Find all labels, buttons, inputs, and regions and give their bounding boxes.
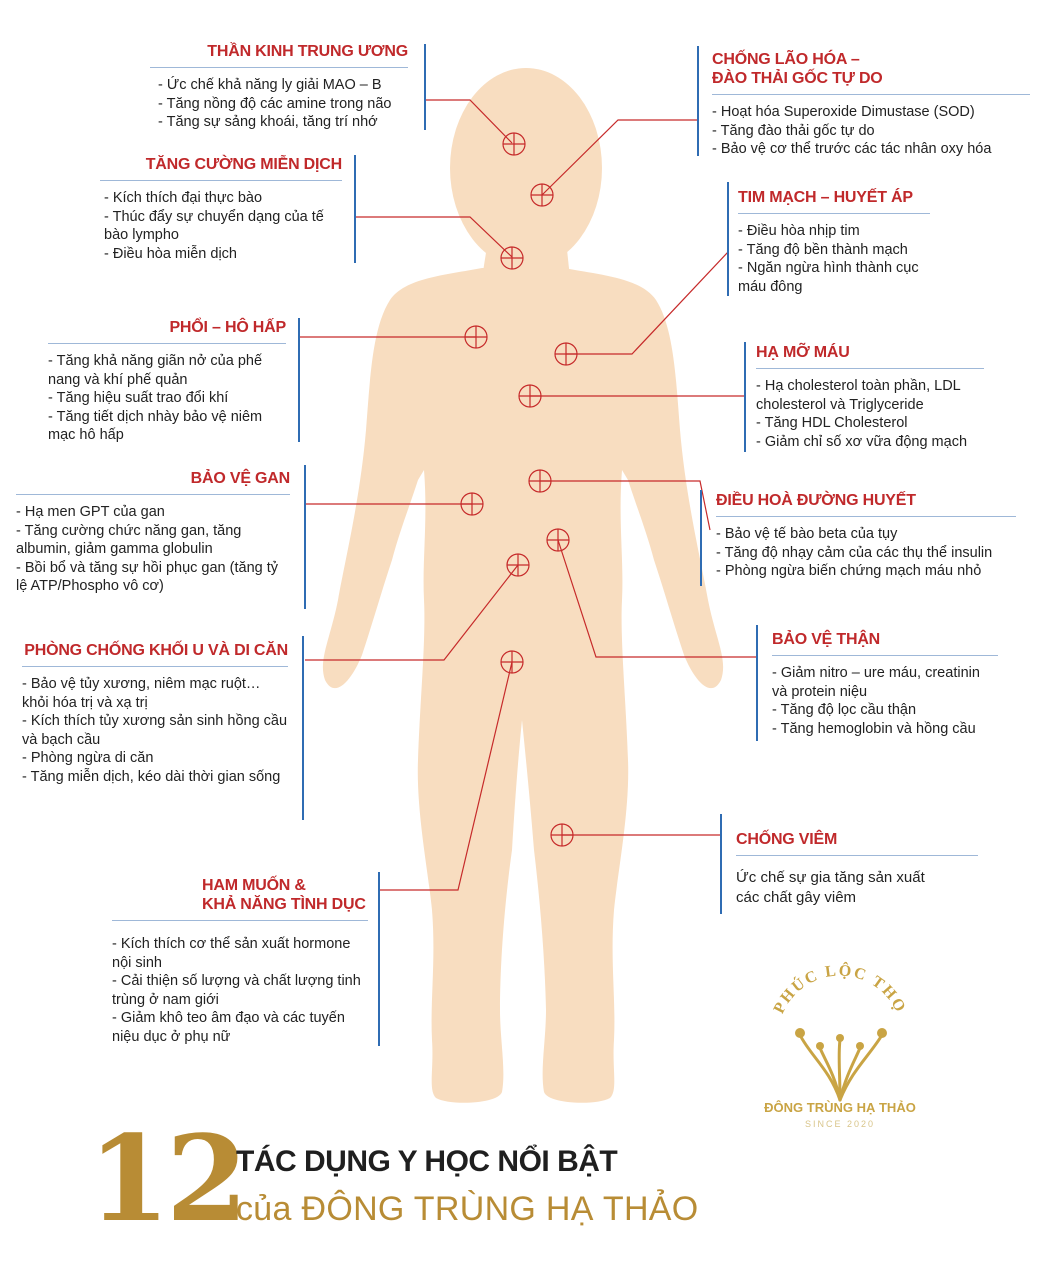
section-tim-mach — [738, 188, 930, 296]
divider-duong-huyet — [700, 490, 702, 586]
section-title-line1: CHỐNG LÃO HÓA – — [712, 51, 860, 68]
section-title: BẢO VỆ THẬN — [772, 631, 881, 648]
footer-title-line2: của ĐÔNG TRÙNG HẠ THẢO — [236, 1190, 699, 1228]
list-item: - Tăng đào thải gốc tự do — [712, 122, 875, 139]
title-rule — [738, 213, 930, 214]
marker-brain — [503, 133, 525, 155]
divider-than-kinh — [424, 44, 426, 130]
section-title: BẢO VỆ GAN — [190, 470, 290, 487]
marker-kidney — [547, 529, 569, 551]
list-item: - Cải thiện số lượng và chất lượng tinh trùng ở nam giới — [112, 973, 361, 1008]
list-item: - Kích thích đại thực bào — [104, 190, 263, 206]
title-rule — [756, 368, 984, 369]
section-khoi-u — [22, 641, 288, 786]
section-than-kinh — [150, 42, 408, 132]
list-item: - Tăng khả năng giãn nở của phế nang và khí phế quản — [48, 353, 263, 388]
list-item: - Phòng ngừa di căn — [22, 750, 154, 766]
list-item: - Giảm nitro – ure máu, creatinin và protein niệu — [772, 665, 980, 700]
list-item: - Tăng hiệu suất trao đổi khí — [48, 390, 229, 406]
section-mien-dich — [100, 155, 342, 263]
list-item: - Tăng độ lọc cầu thận — [772, 702, 917, 718]
marker-throat — [531, 184, 553, 206]
section-title: PHÒNG CHỐNG KHỐI U VÀ DI CĂN — [24, 642, 288, 659]
section-mo-mau — [756, 343, 984, 451]
title-rule — [22, 666, 288, 667]
divider-phoi — [298, 318, 300, 442]
list-item: - Kích thích cơ thể sản xuất hormone nội sinh — [112, 936, 351, 971]
list-item: - Giảm khô teo âm đạo và các tuyến niệu dục ở phụ nữ — [112, 1010, 345, 1045]
list-item: - Tăng hemoglobin và hồng cầu — [772, 720, 976, 737]
list-item: - Ức chế khả năng ly giải MAO – B — [158, 77, 382, 93]
section-ham-muon — [112, 876, 368, 1046]
list-item: - Phòng ngừa biến chứng mạch máu nhỏ — [716, 563, 982, 579]
title-rule — [112, 920, 368, 921]
footer-number: 12 — [88, 1109, 245, 1248]
section-title: ĐIỀU HOÀ ĐƯỜNG HUYẾT — [716, 492, 916, 509]
divider-mo-mau — [744, 342, 746, 452]
list-item: - Hạ cholesterol toàn phần, LDL cholesterol và Triglyceride — [756, 378, 961, 413]
marker-blood — [519, 385, 541, 407]
section-chong-viem — [736, 830, 978, 908]
list-item: - Bồi bổ và tăng sự hồi phục gan (tăng tỷ lệ ATP/Phospho vô cơ) — [16, 559, 279, 594]
marker-liver — [461, 493, 483, 515]
list-item: - Tăng độ bền thành mạch — [738, 241, 908, 258]
list-item: - Thúc đẩy sự chuyển dạng của tế bào lympho — [104, 208, 324, 243]
list-item: - Điều hòa nhịp tim — [738, 223, 860, 239]
title-rule — [716, 516, 1016, 517]
section-lao-hoa — [712, 50, 1030, 159]
section-title-line1: HAM MUỐN & — [202, 877, 306, 894]
body-silhouette — [323, 68, 723, 1103]
divider-tim-mach — [727, 182, 729, 296]
list-item: - Hạ men GPT của gan — [16, 504, 165, 520]
title-rule — [772, 655, 998, 656]
title-rule — [16, 494, 290, 495]
logo-since: SINCE 2020 — [804, 1119, 876, 1129]
section-than — [772, 630, 998, 738]
list-item: - Hoạt hóa Superoxide Dimustase (SOD) — [712, 104, 975, 120]
list-item: - Tăng nồng độ các amine trong não — [158, 95, 392, 112]
divider-than — [756, 625, 758, 741]
divider-chong-viem — [720, 814, 722, 914]
section-title: CHỐNG VIÊM — [736, 831, 838, 848]
marker-lung — [465, 326, 487, 348]
list-item: - Tăng độ nhạy cảm của các thụ thể insulin — [716, 544, 993, 561]
title-rule — [48, 343, 286, 344]
marker-knee — [551, 824, 573, 846]
list-item: - Điều hòa miễn dịch — [104, 245, 237, 262]
marker-pancreas — [529, 470, 551, 492]
list-item: - Tăng tiết dịch nhày bảo vệ niêm mạc hô hấp — [48, 408, 263, 443]
logo-arc-text: PHÚC LỘC THỌ — [770, 962, 910, 1017]
marker-intestine — [507, 554, 529, 576]
section-gan — [16, 469, 290, 596]
section-title: TIM MẠCH – HUYẾT ÁP — [738, 189, 913, 206]
divider-mien-dich — [354, 155, 356, 263]
footer-title-line1: TÁC DỤNG Y HỌC NỔI BẬT — [236, 1145, 618, 1178]
title-rule — [712, 94, 1030, 95]
list-item: - Bảo vệ cơ thể trước các tác nhân oxy hóa — [712, 141, 992, 157]
section-phoi — [48, 318, 286, 445]
list-item: - Tăng HDL Cholesterol — [756, 415, 908, 431]
divider-gan — [304, 465, 306, 609]
marker-pelvis — [501, 651, 523, 673]
cordyceps-icon — [800, 1035, 882, 1100]
list-item: - Bảo vệ tế bào beta của tụy — [716, 526, 898, 542]
list-item: - Kích thích tủy xương sản sinh hồng cầu và bạch cầu — [22, 713, 288, 748]
brand-logo — [740, 960, 940, 1140]
title-rule — [150, 67, 408, 68]
section-title-line2: KHẢ NĂNG TÌNH DỤC — [202, 896, 366, 913]
divider-ham-muon — [378, 872, 380, 1046]
marker-heart — [555, 343, 577, 365]
section-title: PHỔI – HÔ HẤP — [169, 319, 286, 336]
section-title: HẠ MỠ MÁU — [756, 344, 850, 361]
section-title-line2: ĐÀO THẢI GỐC TỰ DO — [712, 70, 883, 87]
divider-khoi-u — [302, 636, 304, 820]
list-item: - Giảm chỉ số xơ vữa động mạch — [756, 433, 968, 450]
title-rule — [736, 855, 978, 856]
logo-name: ĐÔNG TRÙNG HẠ THẢO — [764, 1100, 916, 1115]
marker-neck — [501, 247, 523, 269]
list-item: - Tăng miễn dịch, kéo dài thời gian sống — [22, 768, 281, 785]
list-item: - Bảo vệ tủy xương, niêm mạc ruột… khỏi hóa trị và xạ trị — [22, 676, 261, 711]
divider-lao-hoa — [697, 46, 699, 156]
list-item: - Tăng cường chức năng gan, tăng albumin, giảm gamma globulin — [16, 522, 242, 557]
section-title: THẦN KINH TRUNG ƯƠNG — [207, 43, 408, 60]
list-item: - Ngăn ngừa hình thành cục máu đông — [738, 260, 919, 295]
section-text: Ức chế sự gia tăng sản xuất các chất gây viêm — [736, 869, 925, 906]
section-duong-huyet — [716, 491, 1016, 581]
list-item: - Tăng sự sảng khoái, tăng trí nhớ — [158, 114, 378, 130]
title-rule — [100, 180, 342, 181]
section-title: TĂNG CƯỜNG MIỄN DỊCH — [145, 156, 342, 173]
